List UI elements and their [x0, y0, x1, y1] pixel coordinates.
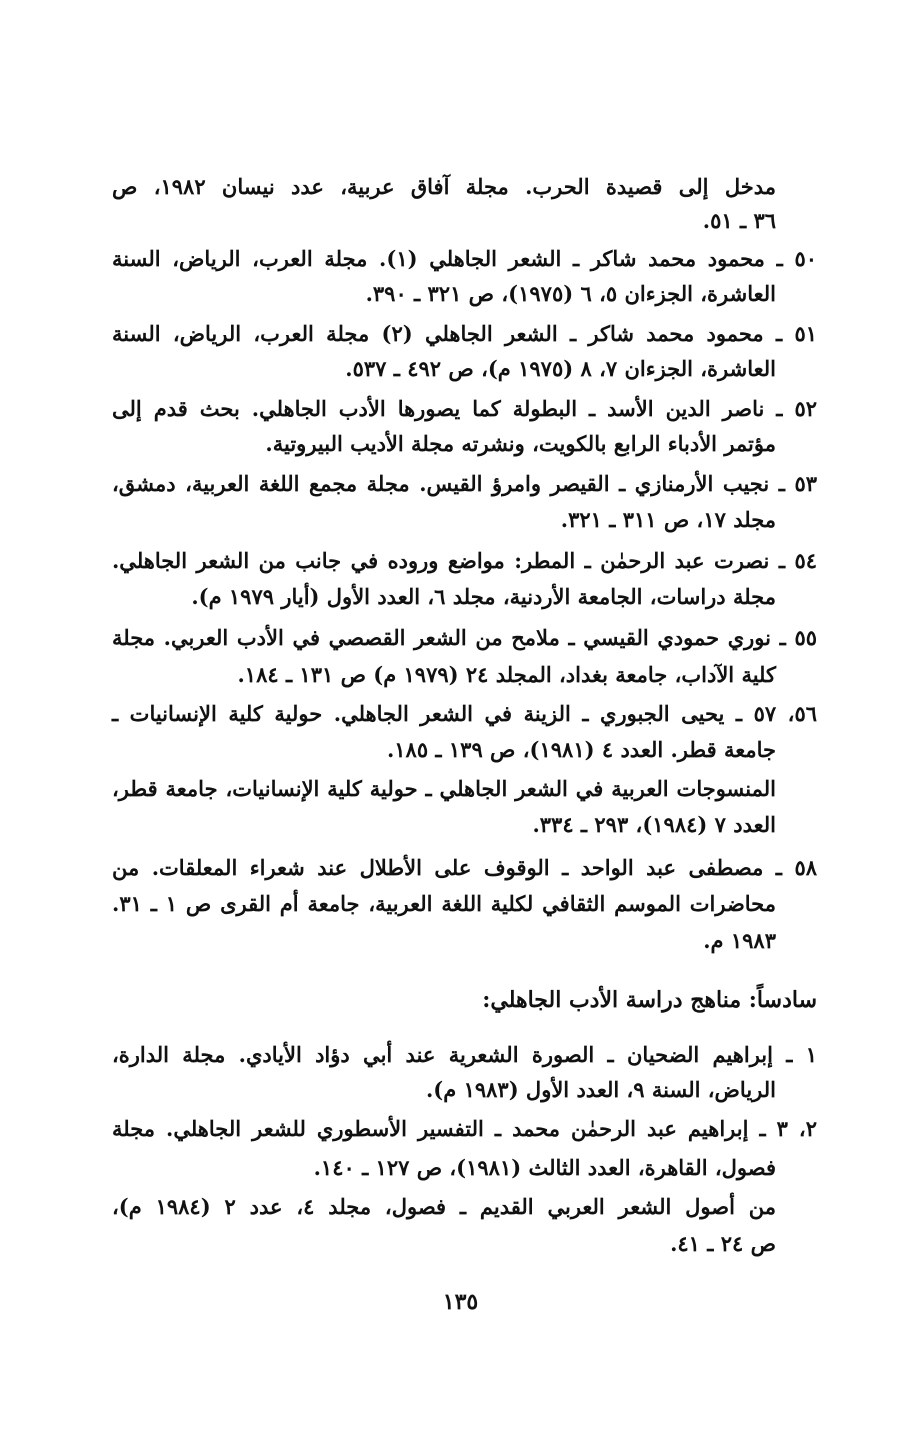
entry-49-line-2: ٣٦ ـ ٥١.: [702, 208, 776, 233]
entry-55-line-2: كلية الآداب، جامعة بغداد، المجلد ٢٤ (١٩٧٩ م) ص ١٣١ ـ ١٨٤.: [237, 662, 776, 687]
entry-2-3-line-4: ص ٢٤ ـ ٤١.: [670, 1231, 776, 1256]
page-number: ١٣٥: [442, 1289, 479, 1315]
entry-1-line-2: الرياض، السنة ٩، العدد الأول (١٩٨٣ م).: [426, 1077, 776, 1102]
entry-58-line-1: ٥٨ ـ مصطفى عبد الواحد ـ الوقوف على الأطلال عند شعراء المعلقات. من: [112, 855, 817, 880]
entry-49-line-1: مدخل إلى قصيدة الحرب. مجلة آفاق عربية، عدد نيسان ١٩٨٢، ص: [112, 174, 776, 199]
entry-52-line-1: ٥٢ ـ ناصر الدين الأسد ـ البطولة كما يصورها الأدب الجاهلي. بحث قدم إلى: [112, 396, 817, 421]
entry-53-line-2: مجلد ١٧، ص ٣١١ ـ ٣٢١.: [560, 507, 776, 532]
entry-2-3-line-1: ٢، ٣ ـ إبراهيم عبد الرحمٰن محمد ـ التفسير الأسطوري للشعر الجاهلي. مجلة: [112, 1116, 817, 1141]
entry-56-57-line-3: المنسوجات العربية في الشعر الجاهلي ـ حولية كلية الإنسانيات، جامعة قطر،: [112, 776, 776, 801]
entry-58-line-3: ١٩٨٣ م.: [703, 928, 776, 953]
entry-50-line-2: العاشرة، الجزءان ٥، ٦ (١٩٧٥)، ص ٣٢١ ـ ٣٩٠.: [365, 281, 776, 306]
entry-50-line-1: ٥٠ ـ محمود محمد شاكر ـ الشعر الجاهلي (١). مجلة العرب، الرياض، السنة: [112, 246, 817, 271]
section-heading: سادساً: مناهج دراسة الأدب الجاهلي:: [482, 987, 817, 1013]
entry-52-line-2: مؤتمر الأدباء الرابع بالكويت، ونشرته مجلة الأديب البيروتية.: [265, 431, 776, 456]
entry-1-line-1: ١ ـ إبراهيم الضحيان ـ الصورة الشعرية عند أبي دؤاد الأيادي. مجلة الدارة،: [112, 1042, 817, 1067]
entry-55-line-1: ٥٥ ـ نوري حمودي القيسي ـ ملامح من الشعر القصصي في الأدب العربي. مجلة: [112, 625, 817, 650]
entry-58-line-2: محاضرات الموسم الثقافي لكلية اللغة العربية، جامعة أم القرى ص ١ ـ ٣١.: [112, 891, 776, 916]
entry-51-line-2: العاشرة، الجزءان ٧، ٨ (١٩٧٥ م)، ص ٤٩٢ ـ ٥٣٧.: [345, 356, 776, 381]
entry-56-57-line-2: جامعة قطر. العدد ٤ (١٩٨١)، ص ١٣٩ ـ ١٨٥.: [386, 737, 776, 762]
entry-56-57-line-4: العدد ٧ (١٩٨٤)، ٢٩٣ ـ ٣٣٤.: [532, 812, 776, 837]
entry-53-line-1: ٥٣ ـ نجيب الأرمنازي ـ القيصر وامرؤ القيس. مجلة مجمع اللغة العربية، دمشق،: [112, 471, 817, 496]
entry-54-line-2: مجلة دراسات، الجامعة الأردنية، مجلد ٦، العدد الأول (أيار ١٩٧٩ م).: [191, 584, 776, 609]
entry-2-3-line-2: فصول، القاهرة، العدد الثالث (١٩٨١)، ص ١٢٧ ـ ١٤٠.: [313, 1155, 776, 1180]
entry-54-line-1: ٥٤ ـ نصرت عبد الرحمٰن ـ المطر: مواضع وروده في جانب من الشعر الجاهلي.: [112, 548, 817, 573]
entry-56-57-line-1: ٥٦، ٥٧ ـ يحيى الجبوري ـ الزينة في الشعر الجاهلي. حولية كلية الإنسانيات ـ: [112, 701, 817, 726]
entry-51-line-1: ٥١ ـ محمود محمد شاكر ـ الشعر الجاهلي (٢) مجلة العرب، الرياض، السنة: [112, 321, 817, 346]
entry-2-3-line-3: من أصول الشعر العربي القديم ـ فصول، مجلد ٤، عدد ٢ (١٩٨٤ م)،: [112, 1194, 777, 1219]
